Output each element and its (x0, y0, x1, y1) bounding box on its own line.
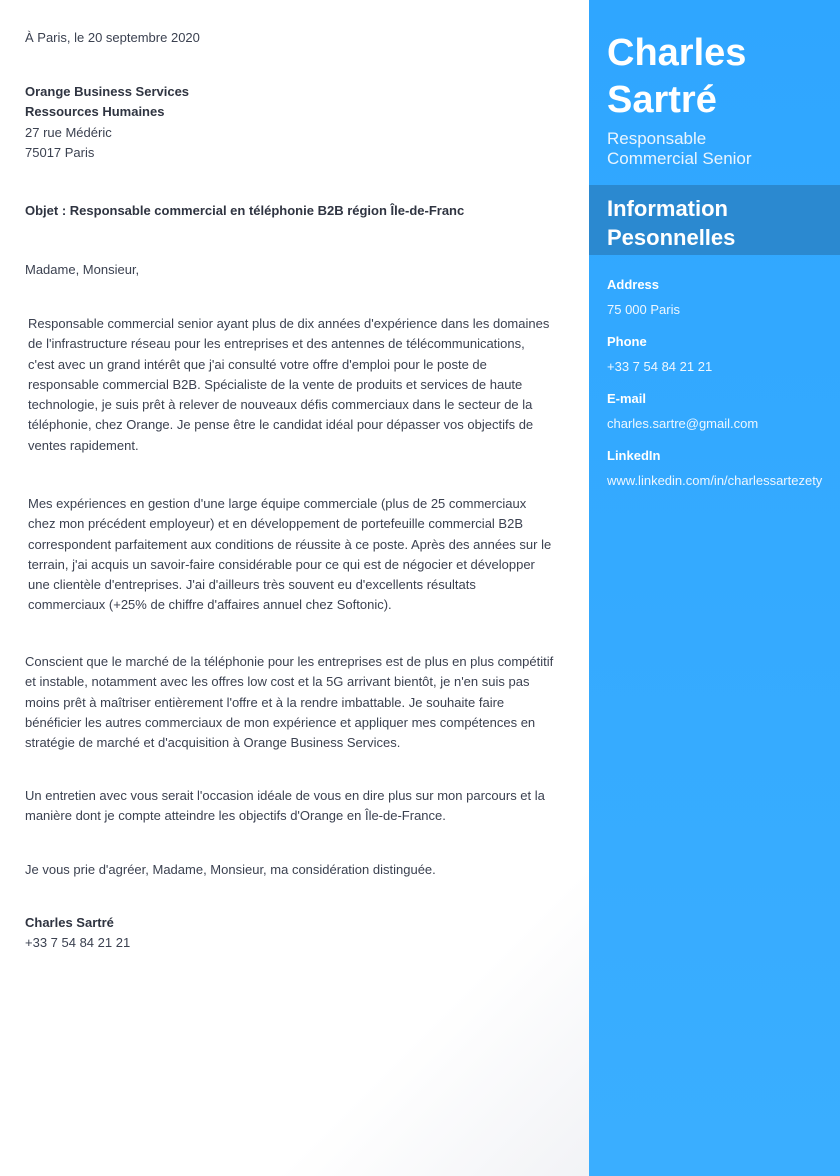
paragraph-2 (28, 494, 568, 616)
address-value: 75 000 Paris (607, 302, 680, 317)
paragraph-line: technologie, je suis prêt à relever de nouveaux défis commerciaux dans le secteur de la (28, 397, 533, 413)
phone-label: Phone (607, 334, 647, 349)
paragraph-line: une clientèle d'entreprises. J'ai d'ailleurs très souvent eu d'excellents résultats (28, 577, 476, 593)
personal-info-header (589, 185, 840, 255)
paragraph-4 (25, 786, 565, 827)
paragraph-line: ventes rapidement. (28, 437, 139, 453)
signature-phone: +33 7 54 84 21 21 (25, 935, 131, 951)
paragraph-line: c'est avec un grand intérêt que j'ai consulté votre offre d'emploi pour le poste de (28, 356, 487, 372)
letter-closing: Je vous prie d'agréer, Madame, Monsieur, ma considération distinguée. (25, 862, 436, 877)
paragraph-line: stratégie de marché et d'acquisition à Orange Business Services. (25, 735, 401, 751)
candidate-title-line: Commercial Senior (607, 149, 752, 168)
section-title-line: Information (607, 196, 728, 221)
paragraph-line: et instable, notamment avec les offres low cost et la 5G arrivant bientôt, je n'en suis pas (25, 674, 530, 690)
recipient-department: Ressources Humaines (25, 104, 165, 120)
paragraph-line: chez mon précédent employeur) et en développement de portefeuille commercial B2B (28, 516, 523, 532)
email-value[interactable]: charles.sartre@gmail.com (607, 416, 759, 431)
paragraph-line: moins prêt à maîtriser entièrement l'offre et à la rendre imbattable. Je souhaite faire (25, 694, 505, 710)
paragraph-line: Responsable commercial senior ayant plus de dix années d'expérience dans les domaines (28, 316, 550, 331)
paragraph-line: terrain, j'ai acquis un savoir-faire considérable pour ce qui est de négocier et développer (28, 556, 535, 572)
address-label: Address (607, 277, 660, 292)
recipient-city: 75017 Paris (25, 144, 95, 160)
candidate-name (607, 30, 746, 124)
paragraph-line: Un entretien avec vous serait l'occasion idéale de vous en dire plus sur mon parcours et la (25, 788, 545, 803)
paragraph-line: manière dont je compte atteindre les objectifs d'Orange en Île-de-France. (25, 808, 446, 824)
paragraph-line: bénéficier les autres commerciaux de mon expérience et appliquer mes compétences en (25, 714, 536, 730)
recipient-block (25, 82, 189, 163)
linkedin-label: LinkedIn (607, 448, 661, 463)
paragraph-line: téléphonie, chez Orange. Je pense être le candidat idéal pour dépasser vos objectifs de (28, 417, 534, 433)
candidate-first-name: Charles (607, 32, 747, 74)
paragraph-1 (28, 314, 568, 456)
signature-block (25, 913, 130, 954)
candidate-title (607, 129, 752, 169)
letter-date: À Paris, le 20 septembre 2020 (25, 30, 200, 45)
letter-subject: Objet : Responsable commercial en téléphonie B2B région Île-de-Franc (25, 203, 465, 218)
email-label: E-mail (607, 391, 647, 406)
signature-name: Charles Sartré (25, 915, 114, 930)
candidate-last-name: Sartré (607, 79, 717, 121)
candidate-title-line: Responsable (607, 129, 707, 148)
recipient-street: 27 rue Médéric (25, 124, 112, 140)
paragraph-line: correspondent parfaitement aux conditions de réussite à ce poste. Après des années sur le (28, 536, 552, 552)
paragraph-line: responsable commercial B2B. Spécialiste de la vente de produits et services de haute (28, 376, 523, 392)
paragraph-3 (25, 652, 565, 753)
paragraph-line: Mes expériences en gestion d'une large équipe commerciale (plus de 25 commerciaux (28, 496, 527, 511)
paragraph-line: Conscient que le marché de la téléphonie pour les entreprises est de plus en plus compétitif (25, 654, 554, 669)
paragraph-line: de l'infrastructure réseau pour les entreprises et des antennes de télécommunications, (28, 336, 525, 352)
letter-greeting: Madame, Monsieur, (25, 262, 140, 277)
phone-value[interactable]: +33 7 54 84 21 21 (607, 359, 713, 374)
section-title (607, 194, 735, 252)
sidebar (589, 0, 840, 1176)
recipient-company: Orange Business Services (25, 84, 190, 99)
paragraph-line: commerciaux (+25% de chiffre d'affaires annuel chez Softonic). (28, 597, 392, 613)
linkedin-value[interactable]: www.linkedin.com/in/charlessartezety (607, 473, 823, 488)
section-title-line: Pesonnelles (607, 225, 736, 250)
